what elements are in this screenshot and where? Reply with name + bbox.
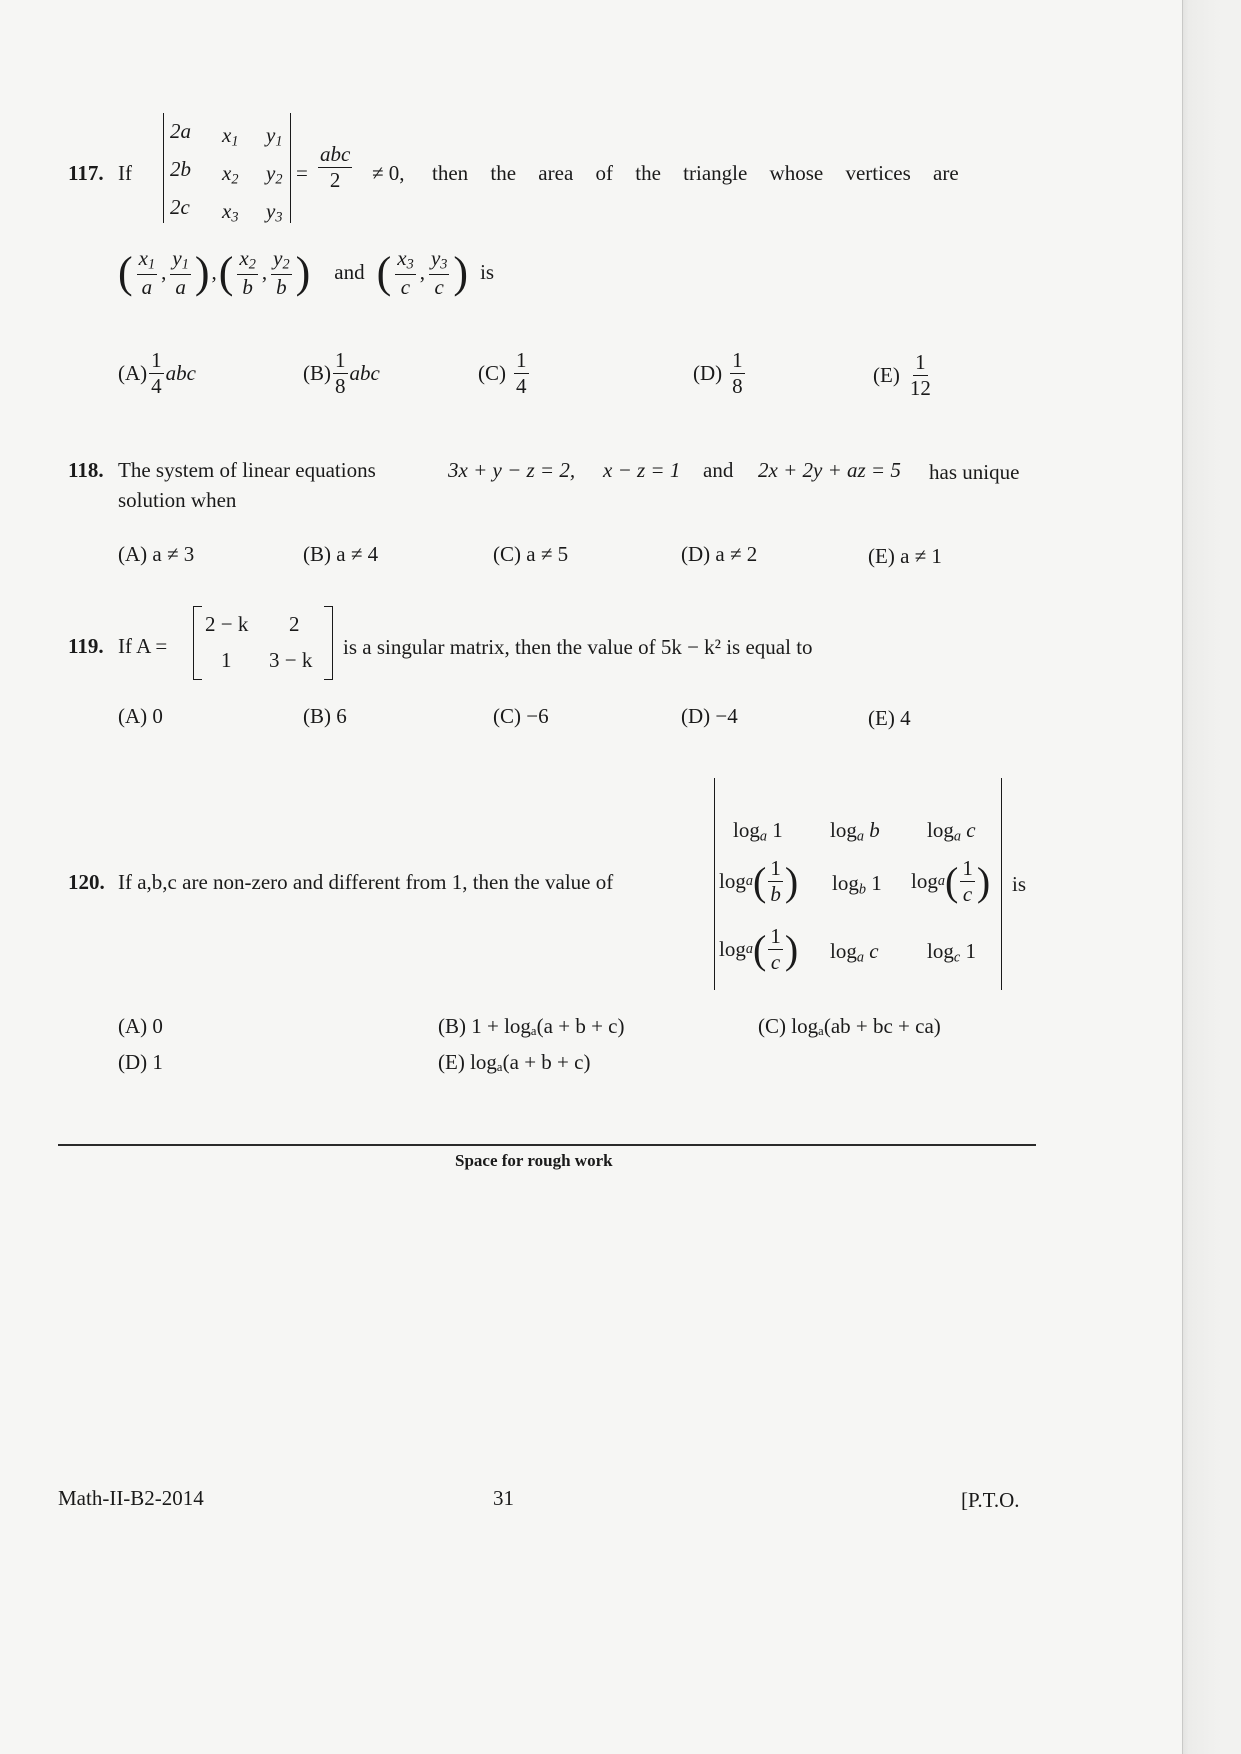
det-cell: log a ( $\frac{1}{b}$ ) bbox=[719, 856, 799, 906]
matrix-left-bracket bbox=[193, 606, 202, 680]
q119-option-c: (C) −6 bbox=[493, 704, 549, 728]
q117-number: 117. bbox=[68, 161, 104, 185]
q118-option-e: (E) a ≠ 1 bbox=[868, 544, 942, 568]
q120-option-b: (B) 1 + logₐ(a + b + c) bbox=[438, 1014, 625, 1038]
det-cell: log a ( $\frac{1}{c}$ ) bbox=[719, 924, 799, 974]
q117-if: If bbox=[118, 161, 132, 185]
q117-rhs-fraction: $\frac{\text{abc}}{2}$ bbox=[320, 142, 351, 192]
rough-work-divider bbox=[58, 1144, 1036, 1146]
q118-number: 118. bbox=[68, 458, 104, 482]
vertices-and: and bbox=[334, 260, 365, 285]
matrix-cell: 1 bbox=[221, 648, 232, 672]
matrix-cell: 3 − k bbox=[269, 648, 313, 672]
det-cell: $\log_b 1$ bbox=[832, 871, 882, 898]
matrix-cell: 2 − k bbox=[205, 612, 249, 636]
page-number: 31 bbox=[493, 1486, 514, 1510]
q119-option-b: (B) 6 bbox=[303, 704, 347, 728]
q117-option-a: (A) $\frac{1}{4}$ abc bbox=[118, 348, 196, 398]
q117-option-d: (D) $\frac{1}{8}$ bbox=[693, 348, 743, 398]
q120-option-a: (A) 0 bbox=[118, 1014, 163, 1038]
q117-stem: then the area of the triangle whose vertices are bbox=[432, 161, 959, 185]
det-cell: $y_3$ bbox=[266, 199, 283, 226]
q117-vertices: ( $\frac{x_1}{a}$ , $\frac{y_1}{a}$ ) , ( $\frac{x_2}{b}$ , $\frac{y_2}{b}$ ) and ( $\frac{x_3}{c}$ , $\frac{y_3}{c}$ ) is bbox=[118, 246, 495, 299]
det-cell: $y_1$ bbox=[266, 123, 283, 150]
q117-neq: ≠ 0, bbox=[372, 161, 405, 185]
q119-option-a: (A) 0 bbox=[118, 704, 163, 728]
vertices-is: is bbox=[480, 260, 495, 285]
det-cell: 2c bbox=[170, 195, 190, 219]
q118-and: and bbox=[703, 458, 734, 482]
q117-option-b: (B) $\frac{1}{8}$ abc bbox=[303, 348, 380, 398]
det-cell: $\log_a 1$ bbox=[733, 818, 783, 845]
equals-sign: = bbox=[296, 161, 308, 185]
q118-option-d: (D) a ≠ 2 bbox=[681, 542, 758, 566]
q118-stem-1: The system of linear equations bbox=[118, 458, 376, 482]
q117-determinant bbox=[163, 113, 291, 226]
q120-option-d: (D) 1 bbox=[118, 1050, 163, 1074]
det-cell: $\log_a c$ bbox=[927, 818, 976, 845]
det-cell: $x_3$ bbox=[222, 199, 239, 226]
q119-option-e: (E) 4 bbox=[868, 706, 911, 730]
q118-eq1: 3x + y − z = 2, bbox=[448, 458, 576, 482]
page-edge bbox=[1182, 0, 1241, 1754]
matrix-cell: 2 bbox=[289, 612, 300, 636]
det-cell: $y_2$ bbox=[266, 161, 283, 188]
q118-eq2: x − z = 1 bbox=[603, 458, 681, 482]
matrix-right-bracket bbox=[324, 606, 333, 680]
q118-eq3: 2x + 2y + az = 5 bbox=[758, 458, 901, 482]
q118-option-a: (A) a ≠ 3 bbox=[118, 542, 195, 566]
q117-option-c: (C) $\frac{1}{4}$ bbox=[478, 348, 527, 398]
footer-pto: [P.T.O. bbox=[961, 1488, 1020, 1512]
q120-option-e: (E) logₐ(a + b + c) bbox=[438, 1050, 591, 1074]
q118-option-b: (B) a ≠ 4 bbox=[303, 542, 379, 566]
det-cell: 2a bbox=[170, 119, 191, 143]
q118-stem-3: solution when bbox=[118, 488, 237, 512]
q120-number: 120. bbox=[68, 870, 105, 894]
q120-option-c: (C) logₐ(ab + bc + ca) bbox=[758, 1014, 941, 1038]
det-cell: $\log_a c$ bbox=[830, 939, 879, 966]
q120-determinant bbox=[714, 778, 1002, 990]
q119-number: 119. bbox=[68, 634, 104, 658]
q119-matrix bbox=[193, 606, 333, 678]
q120-is: is bbox=[1012, 872, 1027, 896]
q118-option-c: (C) a ≠ 5 bbox=[493, 542, 569, 566]
det-cell: $x_2$ bbox=[222, 161, 239, 188]
q118-stem-2: has unique bbox=[929, 460, 1020, 484]
q119-if: If A = bbox=[118, 634, 168, 658]
det-cell: $\log_c 1$ bbox=[927, 939, 976, 966]
footer-code: Math-II-B2-2014 bbox=[58, 1486, 204, 1510]
det-cell: 2b bbox=[170, 157, 191, 181]
q119-option-d: (D) −4 bbox=[681, 704, 738, 728]
q119-stem: is a singular matrix, then the value of 5k − k² is equal to bbox=[343, 635, 813, 659]
det-cell: log a ( $\frac{1}{c}$ ) bbox=[911, 856, 991, 906]
det-cell: $x_1$ bbox=[222, 123, 239, 150]
q117-option-e: (E) $\frac{1}{12}$ bbox=[873, 350, 931, 400]
q120-stem: If a,b,c are non-zero and different from 1, then the value of bbox=[118, 870, 614, 894]
rough-work-label: Space for rough work bbox=[455, 1151, 613, 1170]
det-cell: $\log_a b$ bbox=[830, 818, 880, 845]
